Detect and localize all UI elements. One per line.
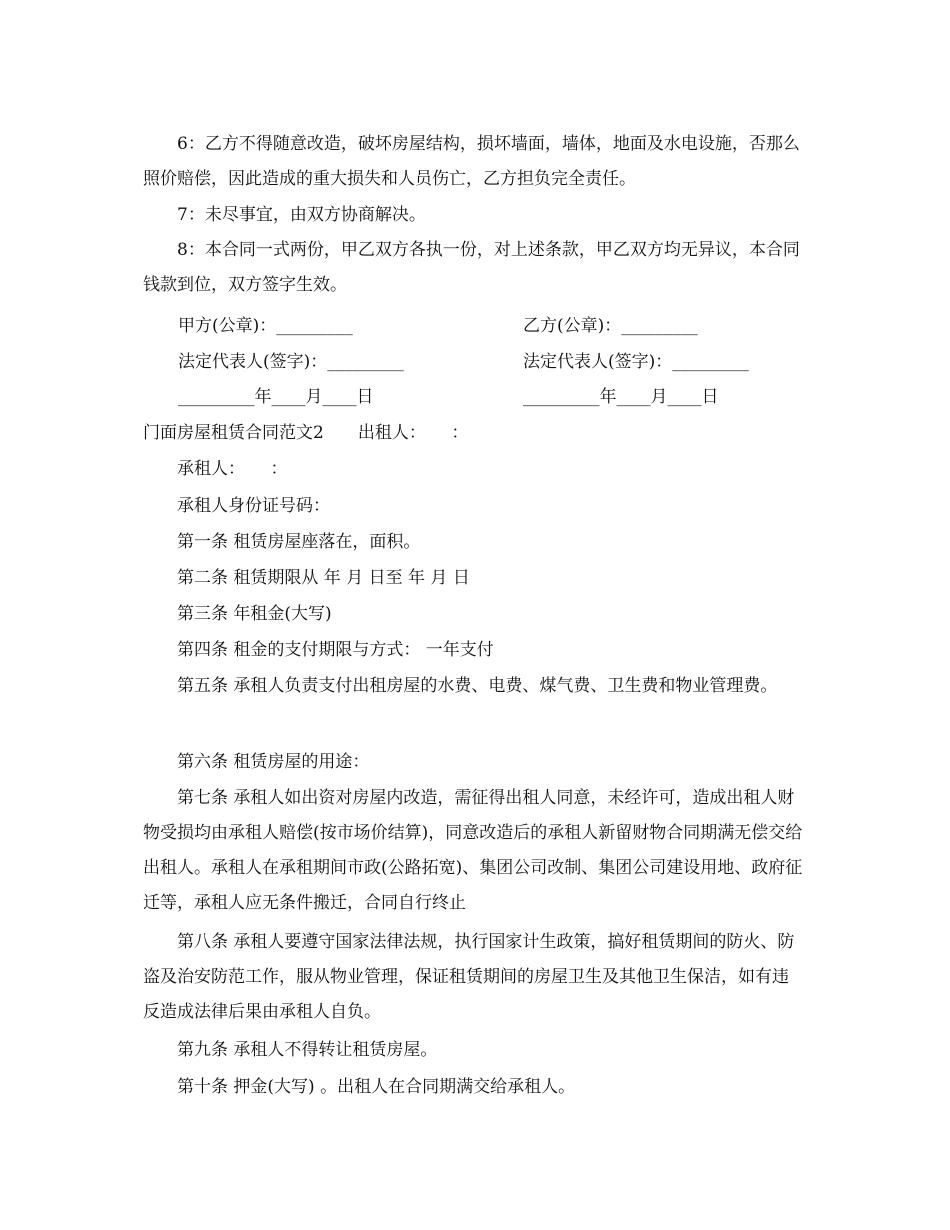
article-5: 第五条 承租人负责支付出租房屋的水费、电费、煤气费、卫生费和物业管理费。 [177, 676, 778, 696]
clause-8: 8：本合同一式两份，甲乙双方各执一份，对上述条款，甲乙双方均无异议，本合同钱款到位，双方签字生效。 [143, 240, 800, 295]
clause-6: 6：乙方不得随意改造，破坏房屋结构，损坏墙面，墙体，地面及水电设施，否那么照价赔偿，因此造成的重大损失和人员伤亡，乙方担负完全责任。 [143, 134, 800, 189]
second-contract-title: 门面房屋租赁合同范文2 出租人： ： [143, 423, 469, 443]
article-3: 第三条 年租金(大写) [177, 604, 332, 624]
article-4: 第四条 租金的支付期限与方式： 一年支付 [177, 640, 494, 660]
party-b-date: _________年____月____日 [523, 387, 719, 407]
article-6: 第六条 租赁房屋的用途： [177, 752, 370, 772]
lessee-id-line: 承租人身份证号码： [177, 496, 330, 516]
lessee-line: 承租人： ： [177, 459, 288, 479]
article-2: 第二条 租赁期限从 年 月 日至 年 月 日 [177, 568, 470, 588]
party-b-representative: 法定代表人(签字)：_________ [523, 352, 749, 372]
party-a-representative: 法定代表人(签字)：_________ [178, 352, 404, 372]
article-10: 第十条 押金(大写) 。出租人在合同期满交给承租人。 [177, 1077, 576, 1097]
party-a-seal: 甲方(公章)：_________ [178, 316, 353, 336]
article-1: 第一条 租赁房屋座落在，面积。 [177, 532, 421, 552]
article-9: 第九条 承租人不得转让租赁房屋。 [177, 1040, 438, 1060]
article-8: 第八条 承租人要遵守国家法律法规，执行国家计生政策，搞好租赁期间的防火、防盗及治安防范工作，服从物业管理，保证租赁期间的房屋卫生及其他卫生保洁，如有违反造成法律后果由承租人自负。 [143, 932, 795, 1022]
clause-7: 7：未尽事宜，由双方协商解决。 [177, 205, 426, 225]
party-a-date: _________年____月____日 [178, 387, 374, 407]
article-7: 第七条 承租人如出资对房屋内改造，需征得出租人同意，未经许可，造成出租人财物受损均由承租人赔偿(按市场价结算)，同意改造后的承租人新留财物合同期满无偿交给出租人。承租人在承租期间市政(公路拓宽)、集团公司改制、集团公司建设用地、政府征迁等，承租人应无条件搬迁，合同自行终止 [143, 788, 803, 913]
party-b-seal: 乙方(公章)：_________ [523, 316, 698, 336]
